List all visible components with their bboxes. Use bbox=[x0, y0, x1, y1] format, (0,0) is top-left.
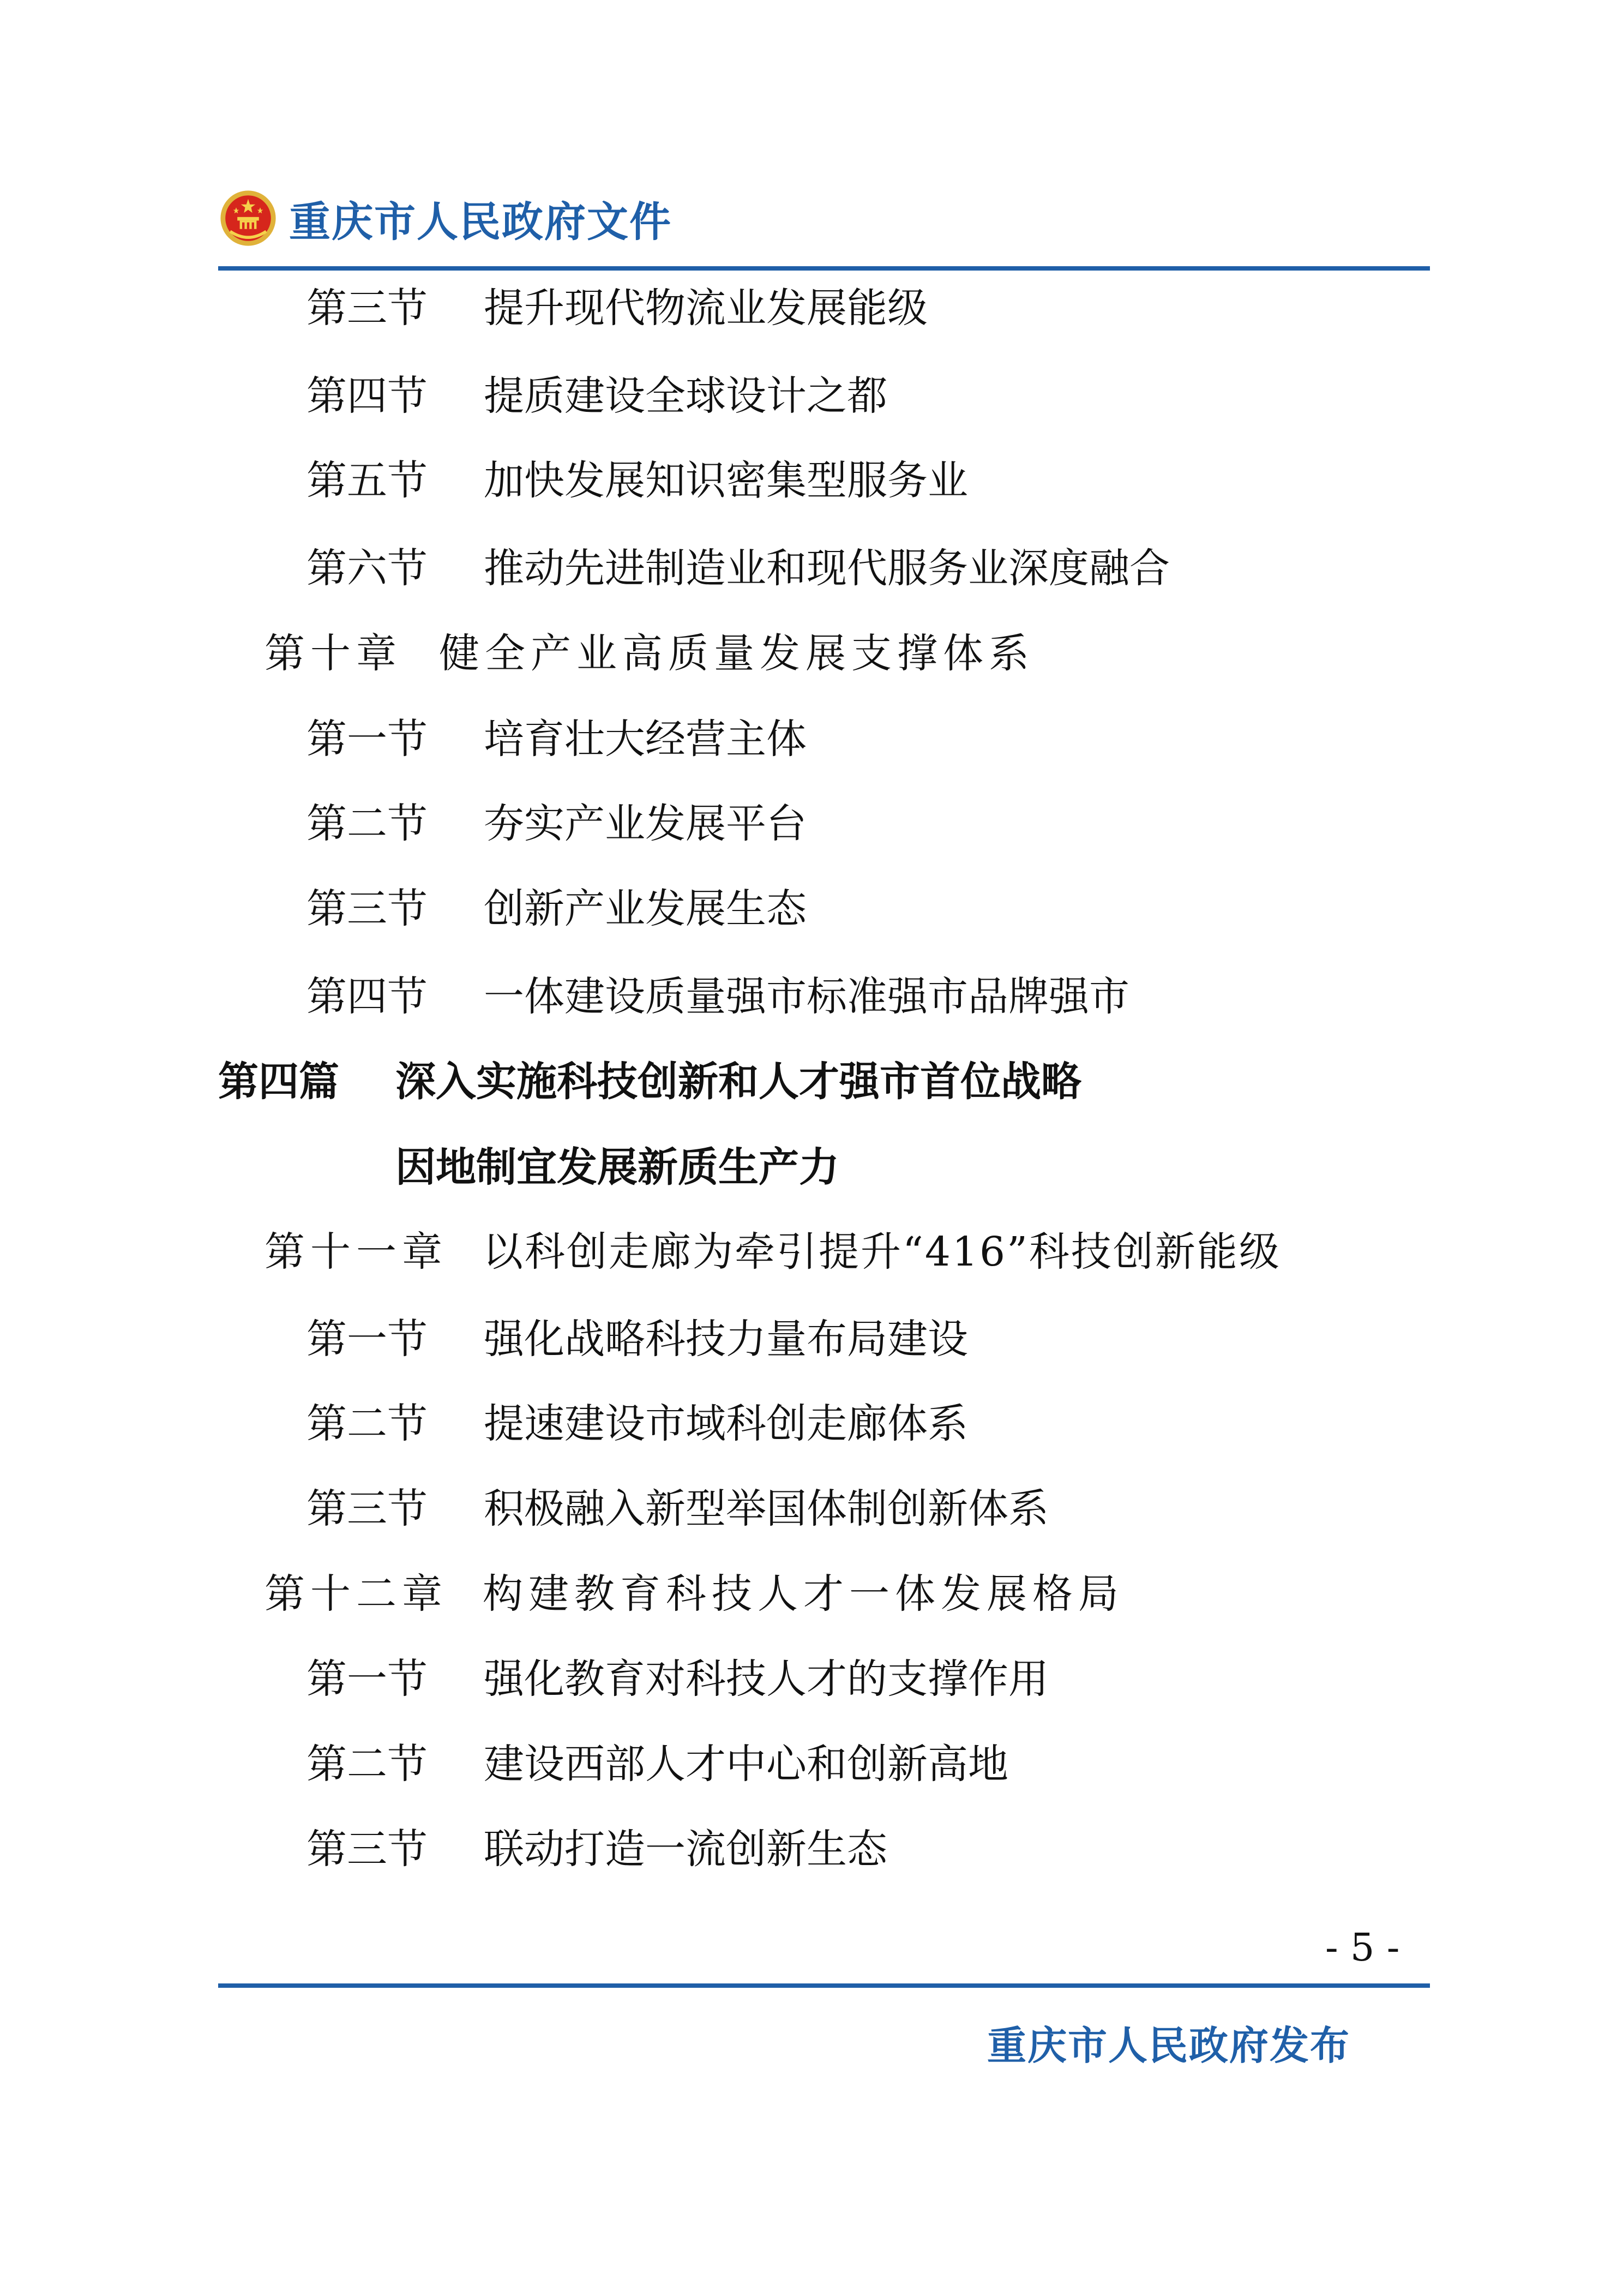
footer-rule bbox=[218, 1983, 1430, 1988]
section-title: 推动先进制造业和现代服务业深度融合 bbox=[484, 545, 1170, 592]
section-title: 创新产业发展生态 bbox=[484, 885, 807, 932]
chapter-number: 第十二章 bbox=[265, 1570, 448, 1617]
toc-chapter-entry bbox=[265, 1567, 1124, 1621]
toc-section-entry bbox=[306, 281, 928, 335]
toc-section-entry bbox=[306, 712, 807, 766]
section-number: 第六节 bbox=[306, 545, 428, 592]
toc-section-entry bbox=[306, 369, 887, 423]
section-title: 提速建设市域科创走廊体系 bbox=[484, 1400, 968, 1447]
national-emblem-icon bbox=[218, 188, 278, 248]
footer-publisher: 重庆市人民政府发布 bbox=[987, 2022, 1351, 2069]
header-title: 重庆市人民政府文件 bbox=[289, 197, 672, 246]
toc-section-entry bbox=[306, 453, 968, 508]
header-rule bbox=[218, 266, 1430, 271]
section-title: 一体建设质量强市标准强市品牌强市 bbox=[484, 973, 1129, 1020]
section-title: 加快发展知识密集型服务业 bbox=[484, 457, 968, 504]
section-number: 第五节 bbox=[306, 457, 428, 504]
chapter-number: 第十章 bbox=[265, 630, 402, 677]
toc-section-entry bbox=[306, 1652, 1049, 1706]
toc-chapter-entry bbox=[265, 626, 1035, 681]
section-title: 强化战略科技力量布局建设 bbox=[484, 1316, 968, 1363]
toc-part-entry bbox=[218, 1054, 1081, 1109]
section-number: 第四节 bbox=[306, 973, 428, 1020]
section-title: 夯实产业发展平台 bbox=[484, 800, 807, 847]
section-title: 联动打造一流创新生态 bbox=[484, 1826, 887, 1873]
page-number: - 5 - bbox=[1325, 1925, 1400, 1970]
toc-part-entry-continued bbox=[395, 1140, 839, 1195]
toc-section-entry bbox=[306, 969, 1129, 1024]
section-title: 强化教育对科技人才的支撑作用 bbox=[484, 1656, 1049, 1702]
toc-section-entry bbox=[306, 541, 1170, 596]
chapter-number: 第十一章 bbox=[265, 1228, 448, 1275]
chapter-title: 以科创走廊为牵引提升“416”科技创新能级 bbox=[483, 1228, 1281, 1275]
section-number: 第三节 bbox=[306, 285, 428, 332]
part-title-continued: 因地制宜发展新质生产力 bbox=[395, 1144, 839, 1191]
chapter-title: 健全产业高质量发展支撑体系 bbox=[439, 630, 1035, 677]
part-number: 第四篇 bbox=[218, 1058, 339, 1105]
section-number: 第二节 bbox=[306, 800, 428, 847]
toc-section-entry bbox=[306, 882, 807, 936]
toc-section-entry bbox=[306, 1312, 968, 1366]
section-number: 第一节 bbox=[306, 1316, 428, 1363]
section-title: 培育壮大经营主体 bbox=[484, 716, 807, 763]
section-number: 第三节 bbox=[306, 885, 428, 932]
section-number: 第二节 bbox=[306, 1400, 428, 1447]
toc-section-entry bbox=[306, 1737, 1008, 1791]
toc-chapter-entry bbox=[265, 1225, 1281, 1279]
section-title: 提升现代物流业发展能级 bbox=[484, 285, 928, 332]
section-number: 第四节 bbox=[306, 373, 428, 419]
toc-section-entry bbox=[306, 1822, 887, 1877]
section-title: 建设西部人才中心和创新高地 bbox=[484, 1741, 1008, 1788]
section-title: 积极融入新型举国体制创新体系 bbox=[484, 1485, 1049, 1532]
chapter-title: 构建教育科技人才一体发展格局 bbox=[483, 1570, 1124, 1617]
section-number: 第一节 bbox=[306, 716, 428, 763]
document-header bbox=[218, 180, 672, 256]
toc-section-entry bbox=[306, 796, 807, 851]
toc-section-entry bbox=[306, 1396, 968, 1451]
section-number: 第一节 bbox=[306, 1656, 428, 1702]
section-title: 提质建设全球设计之都 bbox=[484, 373, 887, 419]
part-title: 深入实施科技创新和人才强市首位战略 bbox=[395, 1058, 1081, 1105]
section-number: 第二节 bbox=[306, 1741, 428, 1788]
section-number: 第三节 bbox=[306, 1485, 428, 1532]
section-number: 第三节 bbox=[306, 1826, 428, 1873]
toc-section-entry bbox=[306, 1482, 1049, 1536]
